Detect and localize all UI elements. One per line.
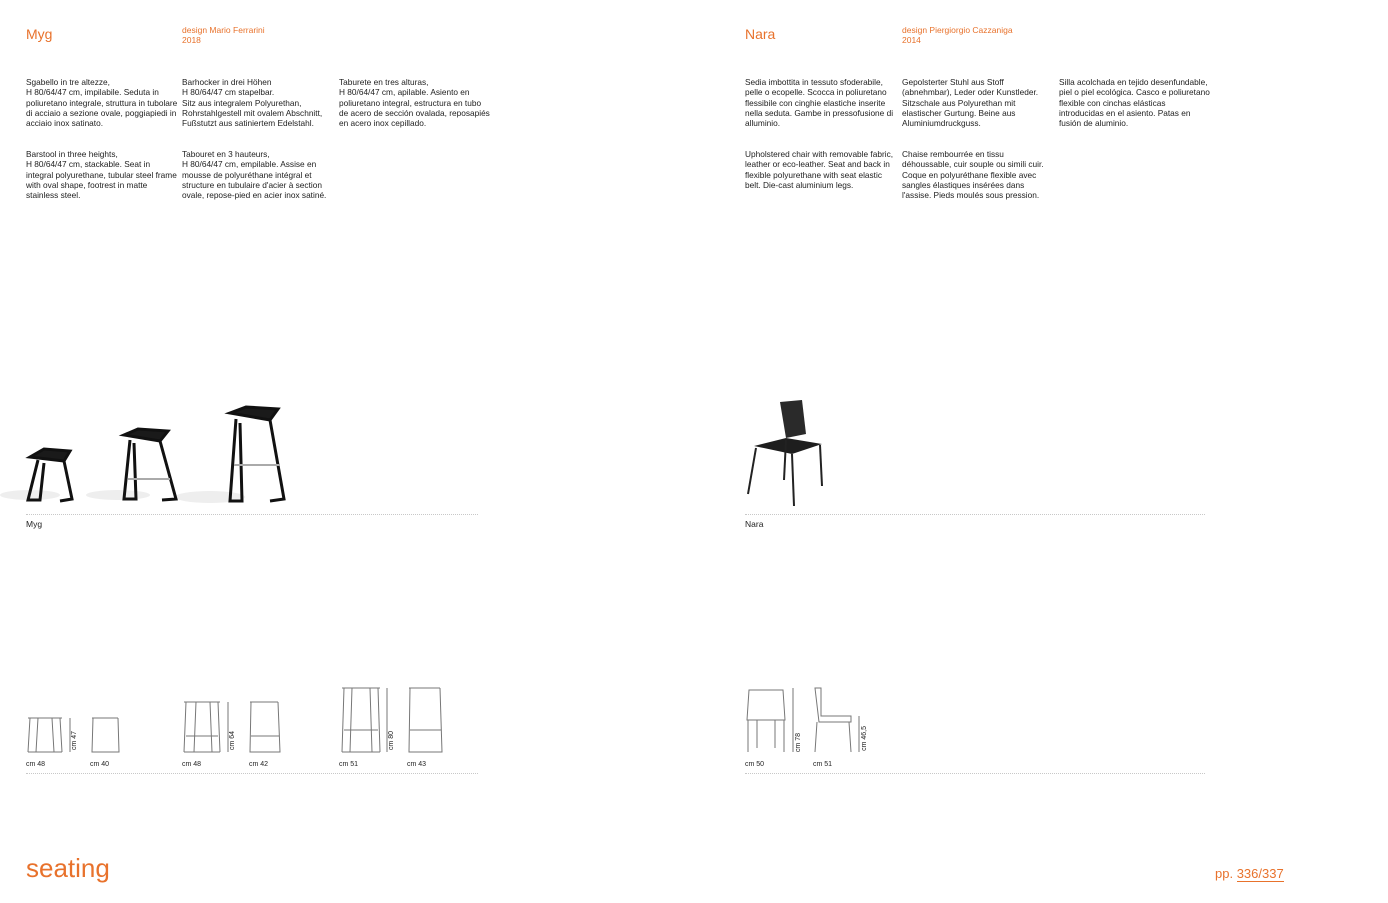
designer-nara — [902, 25, 1013, 45]
dim-width: cm 50 — [745, 761, 765, 768]
divider — [745, 773, 1205, 774]
designer-myg — [182, 25, 265, 45]
dim-width: cm 48 — [182, 761, 202, 768]
photo-label-myg: Myg — [26, 519, 43, 529]
dim-depth: cm 43 — [407, 761, 427, 768]
designer-name: design Mario Ferrarini — [182, 25, 265, 35]
dim-depth: cm 40 — [90, 761, 110, 768]
description-it: Sgabello in tre altezze, H 80/64/47 cm, impilabile. Seduta in poliuretano integrale, struttura in tubolare di acciaio a sezione ovale, poggiapiedi in acciaio inox satinato. — [26, 77, 178, 129]
dim-height-64: cm 64 — [229, 731, 236, 751]
dim-seat-height: cm 46,5 — [861, 726, 868, 751]
product-title-nara: Nara — [745, 26, 776, 42]
divider — [745, 514, 1205, 515]
product-title-myg: Myg — [26, 26, 53, 42]
pages-link[interactable]: 336/337 — [1236, 866, 1284, 881]
description-de: Gepolsterter Stuhl aus Stoff (abnehmbar), Leder oder Kunstleder. Sitzschale aus Polyurethan mit elastischer Gurtung. Beine aus Aluminiumdruckguss. — [902, 77, 1039, 129]
description-de: Barhocker in drei Höhen H 80/64/47 cm stapelbar. Sitz aus integralem Polyurethan, Rohrstahlgestell mit ovalem Abschnitt, Fußstutzt aus satiniertem Edelstahl. — [182, 77, 323, 129]
section-title: seating — [26, 853, 110, 883]
dim-height-78: cm 78 — [795, 733, 802, 753]
design-year: 2014 — [902, 35, 921, 45]
dim-width: cm 51 — [339, 761, 359, 768]
description-en: Barstool in three heights, H 80/64/47 cm, stackable. Seat in integral polyurethane, tubular steel frame with oval shape, footrest in matte stainless steel. — [26, 149, 177, 201]
page-numbers — [1215, 866, 1284, 881]
dim-height-47: cm 47 — [71, 731, 78, 751]
description-es: Silla acolchada en tejido desenfundable, piel o piel ecológica. Casco e poliuretano flexible con cinchas elásticas introducidas en el asiento. Patas en fusión de aluminio. — [1059, 77, 1210, 129]
pages-prefix: pp. — [1215, 866, 1234, 881]
description-en: Upholstered chair with removable fabric, leather or eco-leather. Seat and back in flexible polyurethane with seat elastic belt. Die-cast aluminium legs. — [745, 149, 894, 190]
dim-depth: cm 51 — [813, 761, 833, 768]
nara-chair-photo — [740, 398, 830, 510]
myg-technical-drawings — [26, 686, 476, 758]
design-year: 2018 — [182, 35, 201, 45]
divider — [26, 514, 478, 515]
description-it: Sedia imbottita in tessuto sfoderabile, pelle o ecopelle. Scocca in poliuretano flessibile con cinghie elastiche inserite nella seduta. Gambe in pressofusione di alluminio. — [745, 77, 894, 129]
description-fr: Tabouret en 3 hauteurs, H 80/64/47 cm, empilable. Assise en mousse de polyuréthane intégral et structure en tubulaire d'acier à section ovale, repose-pied en acier inox satiné. — [182, 149, 327, 201]
photo-label-nara: Nara — [745, 519, 764, 529]
designer-name: design Piergiorgio Cazzaniga — [902, 25, 1013, 35]
dim-height-80: cm 80 — [388, 731, 395, 751]
nara-technical-drawings — [745, 686, 875, 758]
description-fr: Chaise rembourrée en tissu déhoussable, cuir souple ou simili cuir. Coque en polyuréthane flexible avec sangles élastiques insérées dans l'assise. Pieds moulés sous pression. — [902, 149, 1044, 201]
dim-width: cm 48 — [26, 761, 46, 768]
description-es: Taburete en tres alturas, H 80/64/47 cm, apilable. Asiento en poliuretano integral, estructura en tubo de acero de sección ovalada, reposapiés en acero inox cepillado. — [339, 77, 490, 129]
myg-stools-photo — [0, 395, 490, 515]
dim-depth: cm 42 — [249, 761, 269, 768]
divider — [26, 773, 478, 774]
